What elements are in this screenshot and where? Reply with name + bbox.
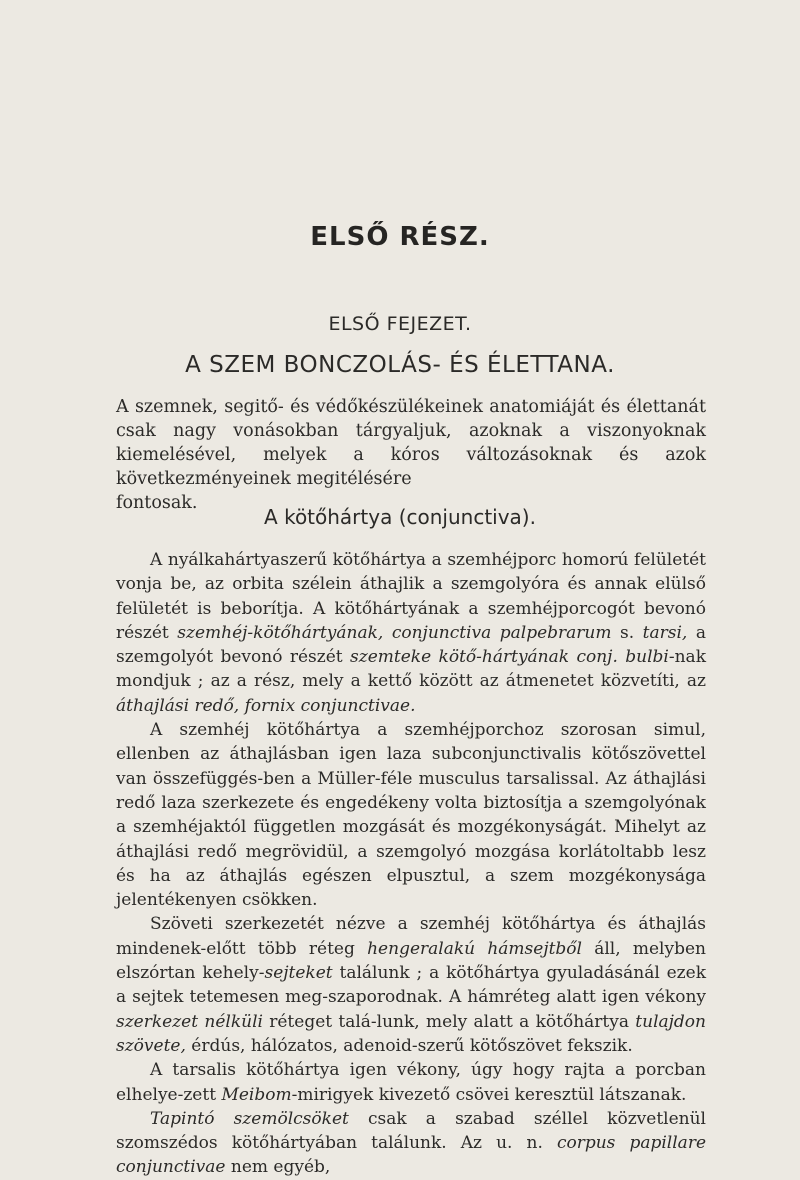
italic-term: sejteket xyxy=(264,963,333,984)
text-run: Szöveti szerkezetét nézve a szemhéj kötőhártya és áthajlás mindenek-előtt több réteg xyxy=(116,914,706,959)
section-heading: A SZEM BONCZOLÁS- ÉS ÉLETTANA. xyxy=(185,352,615,378)
italic-term: áthajlási redő, fornix conjunctivae. xyxy=(116,695,416,716)
part-title: ELSŐ RÉSZ. xyxy=(310,222,490,252)
italic-term: Tapintó szemölcsöket xyxy=(150,1108,349,1129)
body-text xyxy=(116,548,706,1180)
paragraph-4 xyxy=(116,1058,706,1107)
text-run: s. xyxy=(611,622,643,643)
intro-text: A szemnek, segitő- és védőkészülékeinek anatomiáját és élettanát csak nagy vonásokban tárgyaljuk, azoknak a viszonyoknak kiemelésével, melyek a kóros változásoknak és azok következményeinek megitélésére xyxy=(116,397,706,489)
text-run: csak a szabad széllel közvetlenül szomszédos kötőhártyában találunk. Az u. n. xyxy=(116,1108,706,1154)
italic-term: szemhéj-kötőhártyának, conjunctiva palpebrarum xyxy=(177,622,612,643)
italic-term: Meibom xyxy=(221,1084,292,1105)
text-run: a szemgolyót bevonó részét xyxy=(116,622,706,668)
italic-term: corpus papillare conjunctivae xyxy=(116,1133,706,1178)
chapter-title: ELSŐ FEJEZET. xyxy=(328,313,472,335)
paragraph-1 xyxy=(116,548,706,718)
paragraph-2: A szemhéj kötőhártya a szemhéjporchoz szorosan simul, ellenben az áthajlásban igen laza subconjunctivalis kötőszövettel van összefüggés-ben a Müller-féle musculus tarsalissal. Az áthajlási redő laza szerkezete és engedékeny volta biztosítja a szemgolyónak a szemhéjaktól független mozgását és mozgékonyságát. Mihelyt az áthajlási redő megrövidül, a szemgolyó mozgása korlátoltabb lesz és ha az áthajlás egészen elpusztul, a szem mozgékonysága jelentékenyen csökken. xyxy=(116,720,706,911)
text-run: -mirigyek kivezető csövei keresztül látszanak. xyxy=(291,1084,687,1105)
paragraph-3 xyxy=(116,912,706,1058)
text-run: találunk ; a kötőhártya gyuladásánál ezek a sejtek tetemesen meg-szaporodnak. A hámréteg alatt igen vékony xyxy=(116,963,707,1008)
italic-term: tulajdon szövete, xyxy=(116,1011,706,1056)
italic-term: tarsi, xyxy=(642,622,688,643)
text-run: nem egyéb, xyxy=(225,1157,331,1178)
intro-paragraph xyxy=(116,395,706,515)
text-run: áll, melyben elszórtan kehely- xyxy=(116,938,706,984)
text-run: érdús, hálózatos, adenoid-szerű kötőszövet fekszik. xyxy=(185,1035,633,1056)
text-run: A tarsalis kötőhártya igen vékony, úgy hogy rajta a porcban elhelye-zett xyxy=(116,1060,706,1105)
conjunctiva-subheading: A kötőhártya (conjunctiva). xyxy=(264,505,536,529)
italic-term: hengeralakú hámsejtből xyxy=(367,938,582,959)
italic-term: szemteke kötő-hártyának conj. bulbi xyxy=(350,647,669,668)
paragraph-5 xyxy=(116,1107,706,1180)
intro-last-line: fontosak. xyxy=(116,493,198,513)
text-run: -nak mondjuk ; az a rész, mely a kettő között az átmenetet közvetíti, az xyxy=(116,647,706,692)
text-run: A nyálkahártyaszerű kötőhártya a szemhéjporc homorú felületét vonja be, az orbita szélein áthajlik a szemgolyóra és annak elülső felületét is beborítja. A kötőhártyának a szemhéjporcogót bevonó részét xyxy=(116,550,706,643)
italic-term: szerkezet nélküli xyxy=(116,1011,263,1032)
text-run: réteget talá-lunk, mely alatt a kötőhártya xyxy=(262,1011,636,1032)
